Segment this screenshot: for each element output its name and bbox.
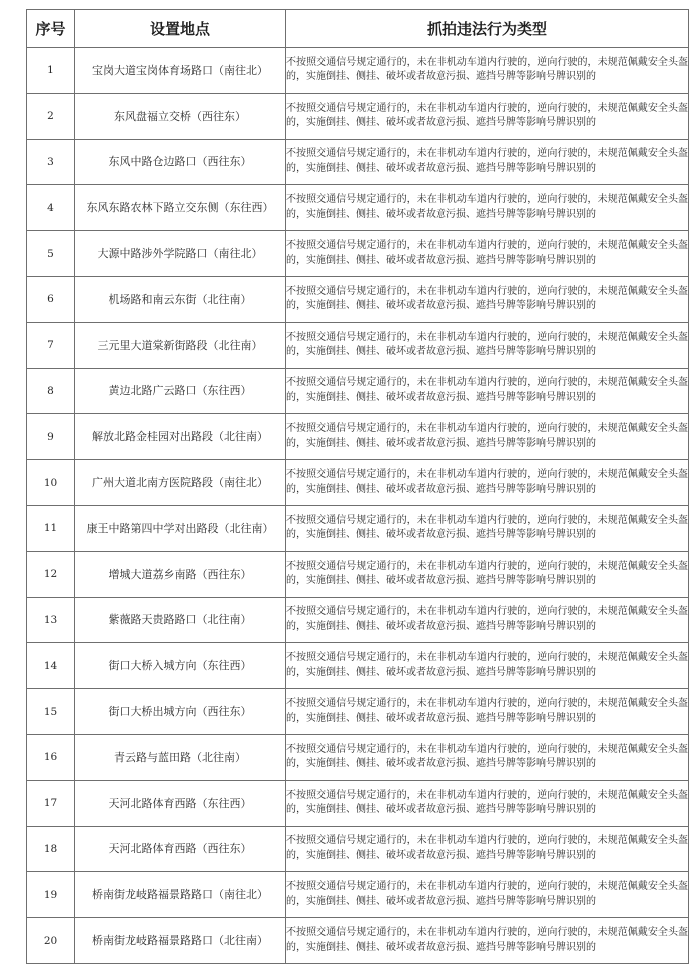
- row-serial-number: 7: [27, 322, 75, 368]
- row-serial-number: 17: [27, 780, 75, 826]
- row-location: 东风盘福立交桥（西往东）: [75, 93, 286, 139]
- row-violation-type: 不按照交通信号规定通行的，未在非机动车道内行驶的，逆向行驶的，未规范佩戴安全头盔的，实施倒挂、侧挂、破坏或者故意污损、遮挡号牌等影响号牌识别的: [286, 780, 689, 826]
- table-row: [27, 93, 689, 139]
- table-row: [27, 780, 689, 826]
- row-serial-number: 6: [27, 276, 75, 322]
- row-violation-type: 不按照交通信号规定通行的，未在非机动车道内行驶的，逆向行驶的，未规范佩戴安全头盔的，实施倒挂、侧挂、破坏或者故意污损、遮挡号牌等影响号牌识别的: [286, 93, 689, 139]
- row-violation-type: 不按照交通信号规定通行的，未在非机动车道内行驶的，逆向行驶的，未规范佩戴安全头盔的，实施倒挂、侧挂、破坏或者故意污损、遮挡号牌等影响号牌识别的: [286, 368, 689, 414]
- row-serial-number: 3: [27, 139, 75, 185]
- table-row: [27, 597, 689, 643]
- row-violation-type: 不按照交通信号规定通行的，未在非机动车道内行驶的，逆向行驶的，未规范佩戴安全头盔的，实施倒挂、侧挂、破坏或者故意污损、遮挡号牌等影响号牌识别的: [286, 460, 689, 506]
- header-serial-number: 序号: [27, 10, 75, 48]
- row-violation-type: 不按照交通信号规定通行的，未在非机动车道内行驶的，逆向行驶的，未规范佩戴安全头盔的，实施倒挂、侧挂、破坏或者故意污损、遮挡号牌等影响号牌识别的: [286, 643, 689, 689]
- table-row: [27, 918, 689, 964]
- row-location: 宝岗大道宝岗体育场路口（南往北）: [75, 48, 286, 94]
- table-row: [27, 826, 689, 872]
- row-serial-number: 10: [27, 460, 75, 506]
- row-location: 街口大桥入城方向（东往西）: [75, 643, 286, 689]
- row-violation-type: 不按照交通信号规定通行的，未在非机动车道内行驶的，逆向行驶的，未规范佩戴安全头盔的，实施倒挂、侧挂、破坏或者故意污损、遮挡号牌等影响号牌识别的: [286, 734, 689, 780]
- row-serial-number: 14: [27, 643, 75, 689]
- row-violation-type: 不按照交通信号规定通行的，未在非机动车道内行驶的，逆向行驶的，未规范佩戴安全头盔的，实施倒挂、侧挂、破坏或者故意污损、遮挡号牌等影响号牌识别的: [286, 505, 689, 551]
- header-violation-type: 抓拍违法行为类型: [286, 10, 689, 48]
- table-row: [27, 368, 689, 414]
- row-serial-number: 12: [27, 551, 75, 597]
- row-location: 三元里大道棠新街路段（北往南）: [75, 322, 286, 368]
- row-location: 机场路和南云东街（北往南）: [75, 276, 286, 322]
- row-location: 东风中路仓边路口（西往东）: [75, 139, 286, 185]
- row-location: 天河北路体育西路（东往西）: [75, 780, 286, 826]
- table-row: [27, 48, 689, 94]
- row-serial-number: 18: [27, 826, 75, 872]
- table-row: [27, 551, 689, 597]
- table-row: [27, 276, 689, 322]
- row-violation-type: 不按照交通信号规定通行的，未在非机动车道内行驶的，逆向行驶的，未规范佩戴安全头盔的，实施倒挂、侧挂、破坏或者故意污损、遮挡号牌等影响号牌识别的: [286, 276, 689, 322]
- row-violation-type: 不按照交通信号规定通行的，未在非机动车道内行驶的，逆向行驶的，未规范佩戴安全头盔的，实施倒挂、侧挂、破坏或者故意污损、遮挡号牌等影响号牌识别的: [286, 826, 689, 872]
- row-violation-type: 不按照交通信号规定通行的，未在非机动车道内行驶的，逆向行驶的，未规范佩戴安全头盔的，实施倒挂、侧挂、破坏或者故意污损、遮挡号牌等影响号牌识别的: [286, 689, 689, 735]
- row-location: 桥南街龙岐路福景路路口（北往南）: [75, 918, 286, 964]
- row-serial-number: 19: [27, 872, 75, 918]
- table-row: [27, 872, 689, 918]
- row-serial-number: 5: [27, 231, 75, 277]
- table-row: [27, 460, 689, 506]
- row-violation-type: 不按照交通信号规定通行的，未在非机动车道内行驶的，逆向行驶的，未规范佩戴安全头盔的，实施倒挂、侧挂、破坏或者故意污损、遮挡号牌等影响号牌识别的: [286, 185, 689, 231]
- row-violation-type: 不按照交通信号规定通行的，未在非机动车道内行驶的，逆向行驶的，未规范佩戴安全头盔的，实施倒挂、侧挂、破坏或者故意污损、遮挡号牌等影响号牌识别的: [286, 551, 689, 597]
- row-serial-number: 16: [27, 734, 75, 780]
- row-serial-number: 8: [27, 368, 75, 414]
- row-violation-type: 不按照交通信号规定通行的，未在非机动车道内行驶的，逆向行驶的，未规范佩戴安全头盔的，实施倒挂、侧挂、破坏或者故意污损、遮挡号牌等影响号牌识别的: [286, 918, 689, 964]
- table-row: [27, 689, 689, 735]
- table-row: [27, 505, 689, 551]
- row-location: 增城大道荔乡南路（西往东）: [75, 551, 286, 597]
- table-row: [27, 322, 689, 368]
- row-location: 天河北路体育西路（西往东）: [75, 826, 286, 872]
- row-location: 桥南街龙岐路福景路路口（南往北）: [75, 872, 286, 918]
- row-location: 街口大桥出城方向（西往东）: [75, 689, 286, 735]
- row-location: 黄边北路广云路口（东往西）: [75, 368, 286, 414]
- table-header-row: [27, 10, 689, 48]
- row-violation-type: 不按照交通信号规定通行的，未在非机动车道内行驶的，逆向行驶的，未规范佩戴安全头盔的，实施倒挂、侧挂、破坏或者故意污损、遮挡号牌等影响号牌识别的: [286, 322, 689, 368]
- header-location: 设置地点: [75, 10, 286, 48]
- row-serial-number: 13: [27, 597, 75, 643]
- table-row: [27, 643, 689, 689]
- row-location: 解放北路金桂园对出路段（北往南）: [75, 414, 286, 460]
- table-row: [27, 734, 689, 780]
- table-body: [27, 48, 689, 964]
- row-serial-number: 20: [27, 918, 75, 964]
- row-violation-type: 不按照交通信号规定通行的，未在非机动车道内行驶的，逆向行驶的，未规范佩戴安全头盔的，实施倒挂、侧挂、破坏或者故意污损、遮挡号牌等影响号牌识别的: [286, 231, 689, 277]
- row-violation-type: 不按照交通信号规定通行的，未在非机动车道内行驶的，逆向行驶的，未规范佩戴安全头盔的，实施倒挂、侧挂、破坏或者故意污损、遮挡号牌等影响号牌识别的: [286, 48, 689, 94]
- table-row: [27, 231, 689, 277]
- row-location: 紫薇路天贵路路口（北往南）: [75, 597, 286, 643]
- row-location: 广州大道北南方医院路段（南往北）: [75, 460, 286, 506]
- row-location: 康王中路第四中学对出路段（北往南）: [75, 505, 286, 551]
- camera-location-table: [26, 9, 689, 964]
- row-serial-number: 9: [27, 414, 75, 460]
- table-row: [27, 185, 689, 231]
- row-location: 青云路与蓝田路（北往南）: [75, 734, 286, 780]
- table-row: [27, 414, 689, 460]
- row-violation-type: 不按照交通信号规定通行的，未在非机动车道内行驶的，逆向行驶的，未规范佩戴安全头盔的，实施倒挂、侧挂、破坏或者故意污损、遮挡号牌等影响号牌识别的: [286, 872, 689, 918]
- row-location: 大源中路涉外学院路口（南往北）: [75, 231, 286, 277]
- row-location: 东风东路农林下路立交东侧（东往西）: [75, 185, 286, 231]
- row-serial-number: 15: [27, 689, 75, 735]
- row-serial-number: 11: [27, 505, 75, 551]
- table-row: [27, 139, 689, 185]
- row-serial-number: 4: [27, 185, 75, 231]
- row-violation-type: 不按照交通信号规定通行的，未在非机动车道内行驶的，逆向行驶的，未规范佩戴安全头盔的，实施倒挂、侧挂、破坏或者故意污损、遮挡号牌等影响号牌识别的: [286, 597, 689, 643]
- row-violation-type: 不按照交通信号规定通行的，未在非机动车道内行驶的，逆向行驶的，未规范佩戴安全头盔的，实施倒挂、侧挂、破坏或者故意污损、遮挡号牌等影响号牌识别的: [286, 139, 689, 185]
- row-serial-number: 1: [27, 48, 75, 94]
- row-serial-number: 2: [27, 93, 75, 139]
- row-violation-type: 不按照交通信号规定通行的，未在非机动车道内行驶的，逆向行驶的，未规范佩戴安全头盔的，实施倒挂、侧挂、破坏或者故意污损、遮挡号牌等影响号牌识别的: [286, 414, 689, 460]
